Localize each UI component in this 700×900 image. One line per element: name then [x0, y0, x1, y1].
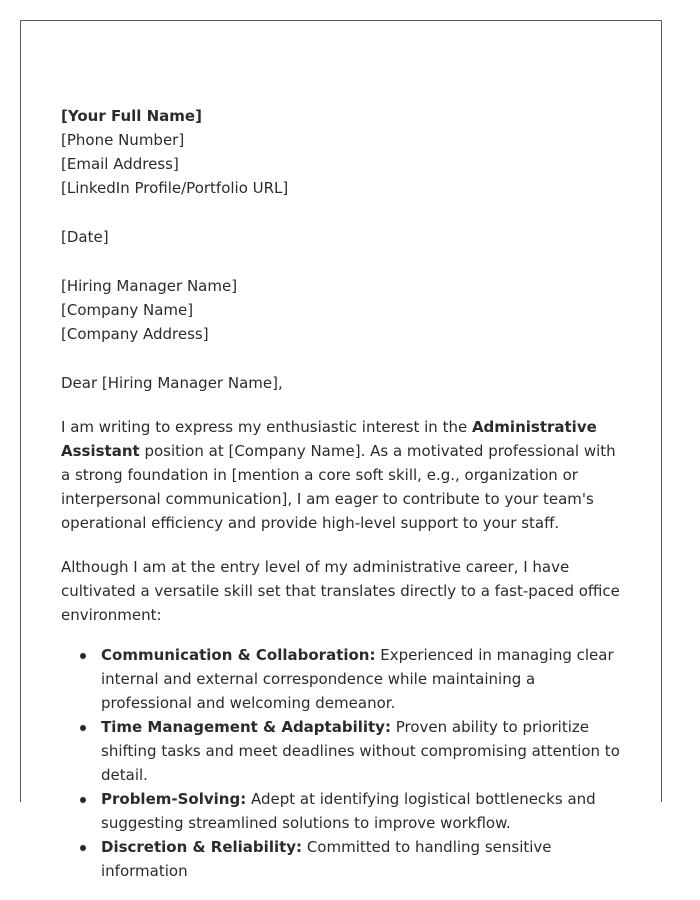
- intro-text-after: position at [Company Name]. As a motivated professional with a strong foundation in [mention a core soft skill, e.g., organization or interpersonal communication], I am eager to contribute to your team's operational efficiency and provide high-level support to your staff.: [61, 442, 616, 532]
- recipient-company: [Company Name]: [61, 301, 194, 319]
- recipient-block: [61, 274, 626, 346]
- sender-block: [61, 104, 626, 200]
- skill-title: Discretion & Reliability:: [101, 838, 303, 856]
- skill-text: Experienced in managing clear internal and external correspondence while maintaining a professional and welcoming demeanor.: [101, 646, 614, 712]
- skills-intro-paragraph: Although I am at the entry level of my administrative career, I have cultivated a versatile skill set that translates directly to a fast-paced office environment:: [61, 558, 620, 624]
- skill-text: Committed to handling sensitive information: [101, 838, 552, 880]
- list-item: [101, 715, 626, 787]
- skill-text: Adept at identifying logistical bottlenecks and suggesting streamlined solutions to improve workflow.: [101, 790, 596, 832]
- skill-title: Problem-Solving:: [101, 790, 247, 808]
- skills-list: [61, 643, 626, 883]
- list-item: [101, 643, 626, 715]
- intro-position: Administrative Assistant: [61, 418, 597, 460]
- sender-linkedin: [LinkedIn Profile/Portfolio URL]: [61, 179, 289, 197]
- intro-paragraph: [61, 415, 626, 535]
- sender-email: [Email Address]: [61, 155, 179, 173]
- intro-text-before: I am writing to express my enthusiastic interest in the: [61, 418, 472, 436]
- skill-text: Proven ability to prioritize shifting tasks and meet deadlines without compromising attention to detail.: [101, 718, 620, 784]
- list-item: [101, 787, 626, 835]
- salutation: Dear [Hiring Manager Name],: [61, 374, 283, 392]
- skill-title: Time Management & Adaptability:: [101, 718, 391, 736]
- document-page: [20, 20, 662, 880]
- list-item: [101, 835, 626, 883]
- recipient-address: [Company Address]: [61, 325, 209, 343]
- sender-phone: [Phone Number]: [61, 131, 185, 149]
- letter-date: [Date]: [61, 228, 109, 246]
- cover-letter-body: [61, 104, 626, 883]
- sender-name: [Your Full Name]: [61, 107, 202, 125]
- recipient-manager: [Hiring Manager Name]: [61, 277, 238, 295]
- skill-title: Communication & Collaboration:: [101, 646, 376, 664]
